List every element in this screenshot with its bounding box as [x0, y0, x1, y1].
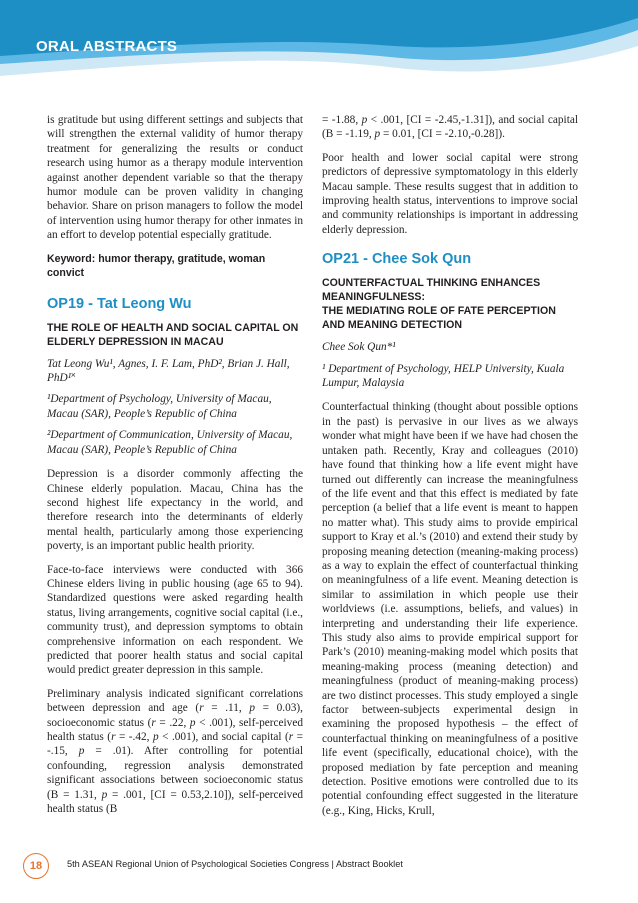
paper-title: THE ROLE OF HEALTH AND SOCIAL CAPITAL ON ELDERLY DEPRESSION IN MACAU [47, 321, 299, 348]
stat-symbol: p [78, 745, 85, 758]
stat-symbol: p [249, 702, 256, 715]
stat-symbol: p [152, 731, 159, 743]
page-header [0, 0, 638, 92]
text-run: = .22, [155, 716, 190, 729]
text-run: = -1.88, [322, 114, 362, 126]
paper-title: COUNTERFACTUAL THINKING ENHANCES MEANINGFULNESS: [322, 277, 541, 304]
left-column [47, 113, 303, 825]
paragraph: Face-to-face interviews were conducted with 366 Chinese elders living in public housing (age 65 to 94). Standardized questions were asked regarding health status, living arrangements, cognitive social capital (i.e., community trust), and depression symptoms to obtain comprehensive information on each respondent. We predicted that poorer health status and social capital would predict greater depression in this sample. [47, 563, 303, 677]
paragraph: Poor health and lower social capital were strong predictors of depressive symptomatology in this elderly Macau sample. These results suggest that in addition to improving health status, interventions to improve social and community relationships is important in addressing elderly depression. [322, 151, 578, 236]
keywords: Keyword: humor therapy, gratitude, woman convict [47, 252, 266, 279]
stat-symbol: p [374, 128, 381, 141]
authors: Tat Leong Wu¹, Agnes, I. F. Lam, PhD², Brian J. Hall, PhD¹˟ [47, 357, 290, 385]
paragraph: Counterfactual thinking (thought about possible options in the past) is pervasive in our lives as we always wonder what might have been if we have had chosen the untaken path. Recently, Kray and colleagues (2010) have found that thinking how a life event might have turned out differently can increase the meaningfulness of the life event and that this effect is mediated by fate perception (a belief that a life event is meant to happen no matter what). This study aims to provide empirical support to Kray et al.’s (2010) and extend their study by proposing meaning detection (meaning-making process) as a way to explain the effect of counterfactual thinking on meaningfulness of a life event. Meaning detection is similar to assimilation in which people use their worldviews (i.e. assumptions, beliefs, and values) in interpreting and understanding their life experience. This study also aims to provide empirical support for Park’s (2010) meaning-making model which posits that meaning-making process (meaning detection) and meaningfulness (product of meaning-making process) are two distinct processes. This study employed a single factor between-subjects experimental design in examining the proposed hypothesis – the effect of counterfactual thinking on meaningfulness of a positive life event (specifically, educational choice), with the proposed mediation by fate perception and meaning detection. Positive emotions were controlled due to its potential confounding effect suggested in the literature (e.g., King, Hicks, Krull, [322, 401, 578, 817]
text-run: = 0.03), socioeconomic status ( [47, 702, 303, 729]
right-column [322, 113, 578, 827]
paragraph: Depression is a disorder commonly affecting the Chinese elderly population. Macau, China has the second highest life expectancy in the world, and therefore research into the determinants of elderly mental health, particularly among those experiencing poverty, is an important public health priority. [47, 468, 303, 553]
authors: Chee Sok Qun*¹ [322, 341, 396, 354]
section-title: ORAL ABSTRACTS [36, 38, 178, 55]
abstract-heading-op19: OP19 - Tat Leong Wu [47, 295, 192, 312]
text-run: Preliminary analysis indicated significant correlations between depression and age ( [47, 687, 303, 715]
stat-symbol: p [189, 716, 196, 729]
paragraph: is gratitude but using different settings and subjects that will strengthen the external validity of humor therapy treatment for generalizing the results or conduct research using humor as a therapy module intervention against another dependent variable so that the therapy humor module can be proven validity in changing behavior. Share on prison managers to follow the model of intervention using humor therapy for other inmates in an effort to develop potential especially gratitude. [47, 114, 303, 242]
affiliation: ²Department of Communication, University of Macau, Macau (SAR), People’s Republic of China [47, 429, 293, 456]
paper-title: THE MEDIATING ROLE OF FATE PERCEPTION AND MEANING DETECTION [322, 305, 556, 332]
affiliation: ¹Department of Psychology, University of Macau, Macau (SAR), People’s Republic of China [47, 393, 272, 420]
stat-symbol: r [151, 716, 156, 729]
text-run: = .11, [203, 702, 250, 715]
footer-text: 5th ASEAN Regional Union of Psychological Societies Congress | Abstract Booklet [67, 859, 403, 869]
page-footer [0, 845, 638, 885]
text-run: < .001), self-perceived health status ( [47, 716, 303, 743]
stat-symbol: r [288, 731, 294, 743]
affiliation: ¹ Department of Psychology, HELP University, Kuala Lumpur, Malaysia [322, 362, 565, 390]
stat-symbol: p [101, 788, 108, 801]
text-run: = -.42, [115, 731, 153, 743]
stat-symbol: r [199, 702, 204, 715]
text-run: = -.15, [47, 731, 304, 758]
stat-symbol: r [111, 731, 116, 743]
text-run: < .001, [CI = -2.45,-1.31]), and social capital (B = -1.19, [322, 114, 578, 141]
text-run: = .001, [CI = 0.53,2.10]), self-perceived health status (B [47, 788, 303, 816]
text-run: = 0.01, [CI = -2.10,-0.28]). [380, 128, 505, 141]
text-run: = .01). After controlling for potential confounding, regression analysis demonstrated significant associations between socioeconomic status (B = 1.31, [47, 745, 303, 801]
paragraph [322, 113, 578, 142]
abstract-heading-op21: OP21 - Chee Sok Qun [322, 251, 472, 268]
page-number-badge: 18 [23, 853, 49, 879]
paragraph [47, 687, 303, 817]
text-run: < .001), and social capital ( [158, 731, 289, 743]
stat-symbol: p [361, 114, 368, 126]
